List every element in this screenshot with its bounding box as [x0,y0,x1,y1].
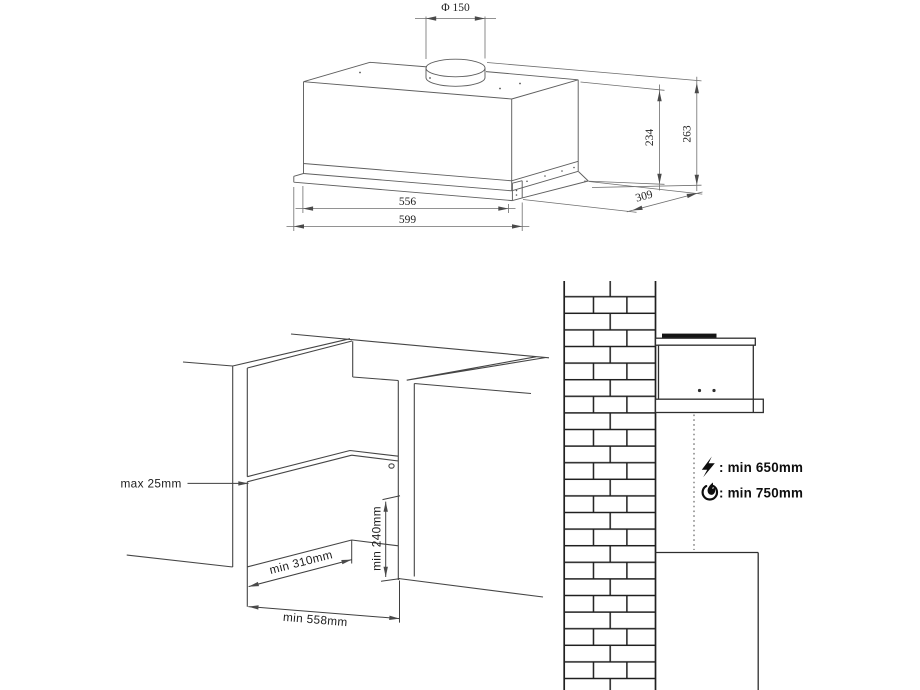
gas-clearance-row [703,483,803,501]
hood-body-side [659,345,754,399]
hob-outline [656,553,759,690]
brick-wall [564,281,655,690]
recess-height-label: min 240mm [369,506,384,571]
electric-clearance-row [702,457,803,478]
cable-hole [389,464,394,468]
recess-width-label: min 558mm [282,609,349,630]
total-height-label: 263 [681,125,694,143]
hood-body-outline [304,62,579,191]
hood-side-view [656,334,764,413]
hood-top-bar [656,338,756,345]
cabinet-recess-drawing [121,334,550,629]
shelf-thickness-label: max 25mm [120,476,182,491]
duct-diameter-label: Φ 150 [441,2,470,14]
body-width-label: 556 [398,195,417,208]
hood-dimension-drawing [287,2,703,231]
flame-icon [703,483,717,500]
total-width-label: 599 [398,213,417,226]
recess-depth-label: min 310mm [267,547,335,578]
cabinet-dimension-lines [188,483,401,622]
cabinet-outline [127,334,549,607]
hood-visor-outline [294,172,589,201]
gas-clearance-label: : min 750mm [719,485,804,501]
wall-clearance-drawing [564,281,803,690]
electric-clearance-label: : min 650mm [719,460,804,475]
lightning-icon [702,457,715,478]
body-height-label: 234 [644,128,656,147]
duct-collar-top [426,59,485,77]
depth-label: 309 [634,188,655,205]
hood-duct-strip [662,334,717,339]
hood-bottom-bar [656,399,764,412]
